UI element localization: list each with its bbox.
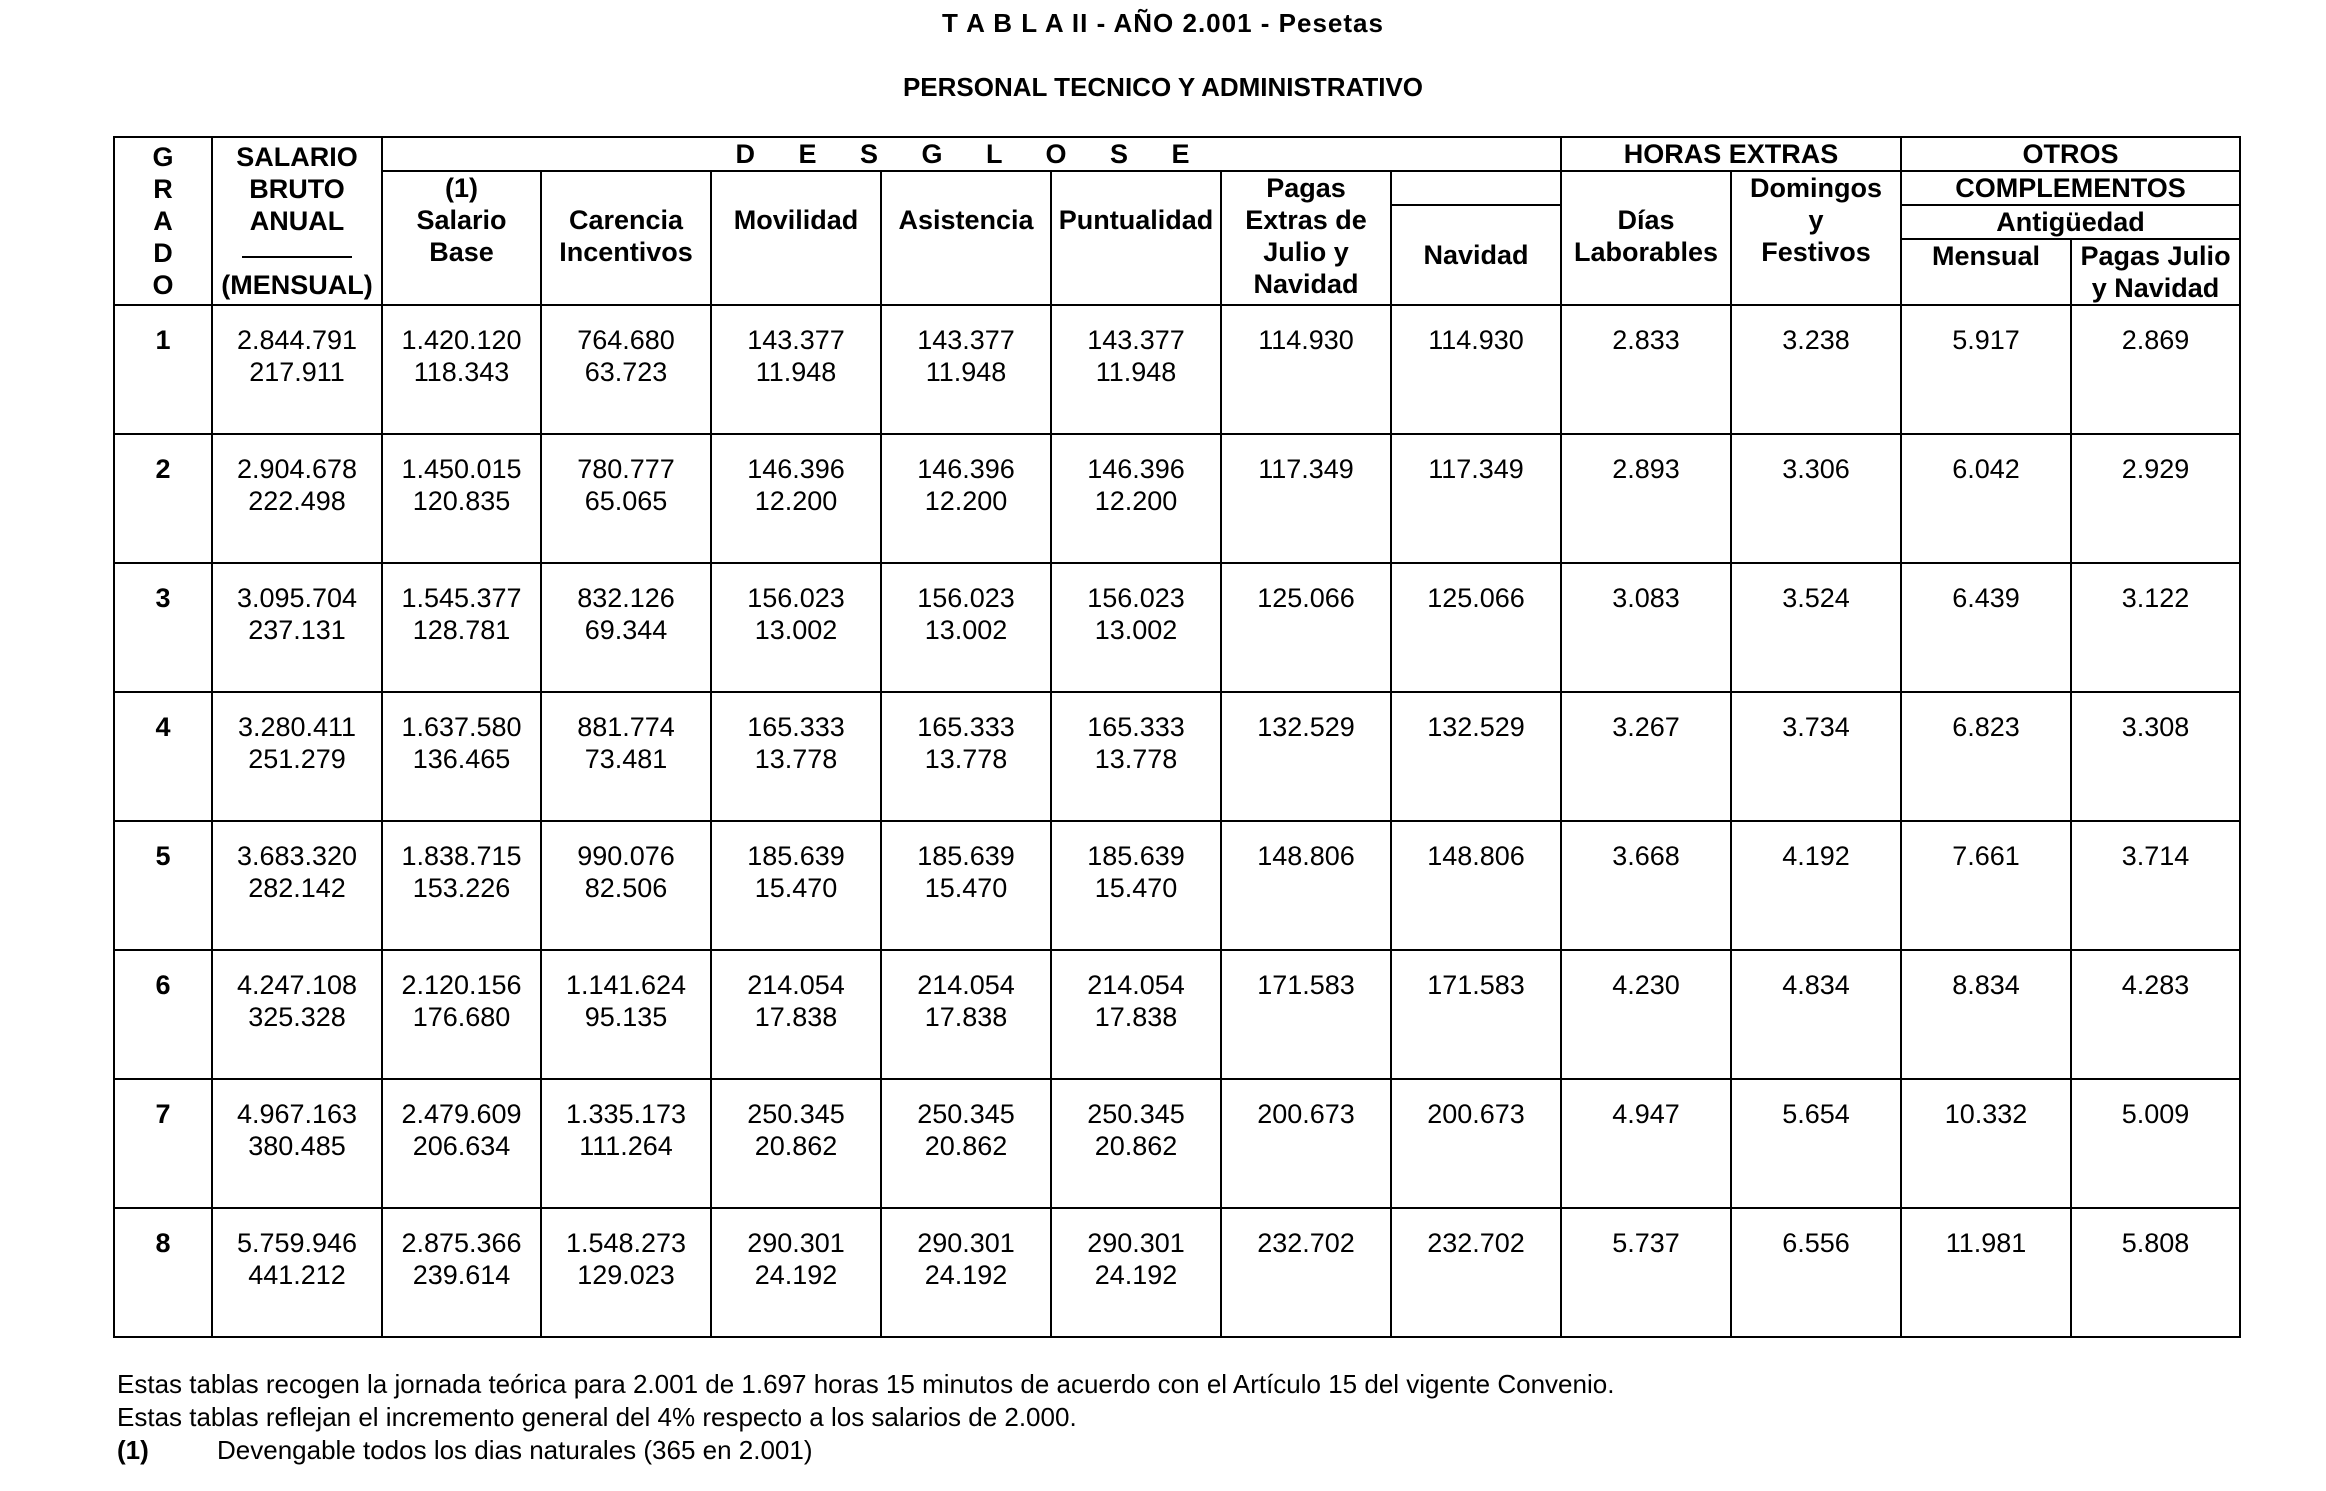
cell-puntualidad [1051,563,1221,692]
cell-bruto [212,1208,382,1337]
cell-bruto-annual: 5.759.946 [236,1228,358,1258]
cell-dias: 3.668 [1561,821,1731,950]
cell-movilidad-monthly: 11.948 [755,357,837,387]
header-horas-extras: HORAS EXTRAS [1561,137,1901,171]
cell-bruto-monthly: 251.279 [248,744,346,774]
cell-dias: 2.893 [1561,434,1731,563]
cell-bruto [212,692,382,821]
cell-asistencia [881,821,1051,950]
cell-carencia-monthly: 129.023 [577,1260,675,1290]
cell-domingos: 4.834 [1731,950,1901,1079]
cell-navidad: 125.066 [1391,563,1561,692]
cell-dias: 2.833 [1561,305,1731,434]
cell-base-monthly: 120.835 [412,486,511,516]
cell-carencia-annual: 1.548.273 [565,1228,687,1258]
cell-asistencia-annual: 250.345 [917,1099,1015,1129]
cell-navidad: 132.529 [1391,692,1561,821]
cell-ant_pagas: 3.122 [2071,563,2240,692]
cell-movilidad [711,821,881,950]
cell-bruto [212,305,382,434]
cell-bruto-monthly: 217.911 [249,357,345,387]
cell-puntualidad-monthly: 11.948 [1095,357,1177,387]
cell-movilidad-monthly: 15.470 [754,873,838,903]
table-row [114,950,2240,1079]
header-otros: OTROS [1901,137,2240,171]
footnote-text: Devengable todos los dias naturales (365 en 2.001) [217,1435,813,1465]
cell-dias: 3.083 [1561,563,1731,692]
cell-carencia [541,950,711,1079]
cell-dias: 4.947 [1561,1079,1731,1208]
header-domingos: Domingos y Festivos [1731,171,1901,305]
table-row [114,434,2240,563]
cell-pagas: 125.066 [1221,563,1391,692]
cell-bruto-monthly: 237.131 [248,615,346,645]
cell-ant_mensual: 11.981 [1901,1208,2071,1337]
cell-asistencia-annual: 143.377 [917,325,1015,355]
cell-navidad: 148.806 [1391,821,1561,950]
cell-asistencia-monthly: 15.470 [924,873,1008,903]
header-desglose: D E S G L O S E [382,137,1561,171]
cell-puntualidad-monthly: 15.470 [1094,873,1178,903]
cell-asistencia-monthly: 24.192 [924,1260,1008,1290]
header-grado: G R A D O [114,137,212,305]
cell-movilidad-monthly: 17.838 [754,1002,838,1032]
cell-navidad: 232.702 [1391,1208,1561,1337]
cell-puntualidad-annual: 250.345 [1087,1099,1185,1129]
cell-base-annual: 1.838.715 [401,841,522,871]
cell-bruto-annual: 4.967.163 [236,1099,358,1129]
cell-grado: 3 [114,563,212,692]
cell-asistencia-annual: 185.639 [917,841,1015,871]
note-line-1: Estas tablas recogen la jornada teórica para 2.001 de 1.697 horas 15 minutos de acuerdo con el Artículo 15 del vigente Convenio. [117,1369,1615,1399]
cell-puntualidad-annual: 143.377 [1087,325,1185,355]
cell-bruto-monthly: 222.498 [248,486,346,516]
cell-base [382,1079,541,1208]
cell-base-annual: 2.875.366 [401,1228,522,1258]
cell-base-monthly: 118.343 [413,357,510,387]
cell-base-monthly: 153.226 [412,873,511,903]
cell-asistencia-monthly: 17.838 [924,1002,1008,1032]
cell-carencia-annual: 780.777 [577,454,675,484]
cell-domingos: 3.238 [1731,305,1901,434]
cell-puntualidad [1051,821,1221,950]
cell-base-annual: 1.545.377 [401,583,522,613]
cell-bruto-annual: 4.247.108 [236,970,358,1000]
cell-bruto-annual: 2.904.678 [236,454,358,484]
cell-asistencia-annual: 214.054 [917,970,1015,1000]
cell-base [382,692,541,821]
cell-movilidad-monthly: 13.002 [754,615,838,645]
cell-puntualidad-monthly: 24.192 [1094,1260,1178,1290]
cell-ant_pagas: 4.283 [2071,950,2240,1079]
cell-puntualidad-monthly: 13.778 [1094,744,1178,774]
cell-movilidad [711,434,881,563]
cell-puntualidad-annual: 185.639 [1087,841,1185,871]
cell-movilidad-annual: 250.345 [747,1099,845,1129]
cell-grado: 6 [114,950,212,1079]
cell-carencia [541,563,711,692]
cell-puntualidad-annual: 146.396 [1087,454,1185,484]
cell-grado: 5 [114,821,212,950]
cell-carencia [541,821,711,950]
cell-movilidad [711,1208,881,1337]
cell-dias: 3.267 [1561,692,1731,821]
cell-movilidad [711,692,881,821]
notes [117,1368,1614,1467]
cell-movilidad-annual: 146.396 [747,454,845,484]
cell-domingos: 4.192 [1731,821,1901,950]
cell-ant_pagas: 5.808 [2071,1208,2240,1337]
cell-base-annual: 1.420.120 [401,325,522,355]
cell-bruto-monthly: 325.328 [248,1002,346,1032]
table-row [114,305,2240,434]
cell-ant_mensual: 6.823 [1901,692,2071,821]
cell-asistencia-monthly: 13.002 [924,615,1008,645]
cell-base [382,950,541,1079]
cell-ant_pagas: 3.714 [2071,821,2240,950]
header-puntualidad: Puntualidad [1051,171,1221,305]
cell-ant_pagas: 3.308 [2071,692,2240,821]
cell-puntualidad [1051,950,1221,1079]
cell-base-annual: 1.637.580 [401,712,522,742]
cell-bruto-monthly: 282.142 [248,873,346,903]
cell-asistencia-annual: 165.333 [917,712,1015,742]
header-carencia: Carencia Incentivos [541,171,711,305]
cell-carencia-monthly: 95.135 [584,1002,668,1032]
cell-bruto-annual: 2.844.791 [236,325,358,355]
cell-asistencia-monthly: 11.948 [925,357,1007,387]
table-row [114,1208,2240,1337]
cell-puntualidad-annual: 156.023 [1087,583,1185,613]
cell-asistencia [881,1079,1051,1208]
cell-movilidad-annual: 165.333 [747,712,845,742]
table-row [114,821,2240,950]
cell-puntualidad-monthly: 20.862 [1094,1131,1178,1161]
cell-dias: 4.230 [1561,950,1731,1079]
cell-bruto [212,563,382,692]
cell-puntualidad [1051,305,1221,434]
cell-carencia-monthly: 65.065 [584,486,668,516]
header-asistencia: Asistencia [881,171,1051,305]
cell-puntualidad-annual: 290.301 [1087,1228,1185,1258]
header-ant-mensual: Mensual [1901,239,2071,305]
cell-ant_mensual: 5.917 [1901,305,2071,434]
cell-domingos: 3.306 [1731,434,1901,563]
cell-base-annual: 2.120.156 [401,970,522,1000]
cell-base [382,821,541,950]
cell-asistencia [881,1208,1051,1337]
cell-pagas: 148.806 [1221,821,1391,950]
cell-base-annual: 2.479.609 [401,1099,522,1129]
cell-ant_mensual: 6.042 [1901,434,2071,563]
cell-base [382,434,541,563]
cell-movilidad-annual: 214.054 [747,970,845,1000]
cell-bruto [212,821,382,950]
cell-ant_mensual: 10.332 [1901,1079,2071,1208]
cell-base-monthly: 128.781 [412,615,511,645]
cell-ant_pagas: 2.929 [2071,434,2240,563]
cell-navidad: 117.349 [1391,434,1561,563]
cell-puntualidad [1051,692,1221,821]
cell-domingos: 6.556 [1731,1208,1901,1337]
header-mensual: (MENSUAL) [221,270,373,300]
cell-carencia-annual: 1.141.624 [565,970,687,1000]
cell-carencia [541,434,711,563]
cell-asistencia-annual: 146.396 [917,454,1015,484]
header-salario-bruto: SALARIO BRUTO ANUAL (MENSUAL) [212,137,382,305]
table-row [114,692,2240,821]
cell-asistencia [881,950,1051,1079]
cell-pagas: 200.673 [1221,1079,1391,1208]
cell-domingos: 3.734 [1731,692,1901,821]
cell-base-annual: 1.450.015 [401,454,522,484]
cell-base-monthly: 136.465 [412,744,511,774]
cell-puntualidad [1051,1208,1221,1337]
cell-base-monthly: 239.614 [412,1260,511,1290]
cell-puntualidad [1051,1079,1221,1208]
cell-carencia-monthly: 73.481 [584,744,668,774]
cell-ant_pagas: 2.869 [2071,305,2240,434]
cell-base-monthly: 206.634 [412,1131,511,1161]
cell-ant_mensual: 6.439 [1901,563,2071,692]
cell-navidad: 200.673 [1391,1079,1561,1208]
cell-bruto [212,950,382,1079]
cell-carencia [541,1208,711,1337]
cell-carencia [541,692,711,821]
cell-carencia-annual: 881.774 [577,712,675,742]
footnote [117,1434,1614,1467]
table-header [114,137,2240,305]
cell-base [382,1208,541,1337]
cell-navidad: 171.583 [1391,950,1561,1079]
cell-asistencia-annual: 156.023 [917,583,1015,613]
cell-movilidad-annual: 185.639 [747,841,845,871]
cell-grado: 2 [114,434,212,563]
cell-bruto [212,1079,382,1208]
table-row [114,1079,2240,1208]
cell-grado: 4 [114,692,212,821]
cell-movilidad-monthly: 24.192 [754,1260,838,1290]
cell-carencia-annual: 764.680 [577,325,675,355]
cell-movilidad [711,305,881,434]
cell-asistencia [881,434,1051,563]
cell-puntualidad [1051,434,1221,563]
cell-bruto-annual: 3.280.411 [237,712,357,742]
cell-grado: 1 [114,305,212,434]
cell-carencia-monthly: 82.506 [584,873,668,903]
cell-movilidad-annual: 143.377 [747,325,845,355]
header-dias-laborables: Días Laborables [1561,171,1731,305]
cell-asistencia [881,563,1051,692]
cell-pagas: 132.529 [1221,692,1391,821]
cell-puntualidad-annual: 165.333 [1087,712,1185,742]
cell-puntualidad-monthly: 13.002 [1094,615,1178,645]
cell-ant_mensual: 8.834 [1901,950,2071,1079]
cell-base-monthly: 176.680 [412,1002,511,1032]
footnote-mark: (1) [117,1435,149,1465]
cell-bruto [212,434,382,563]
cell-bruto-annual: 3.683.320 [236,841,358,871]
cell-ant_pagas: 5.009 [2071,1079,2240,1208]
cell-pagas: 114.930 [1221,305,1391,434]
cell-pagas: 232.702 [1221,1208,1391,1337]
cell-asistencia-monthly: 20.862 [924,1131,1008,1161]
cell-carencia-annual: 832.126 [577,583,675,613]
cell-puntualidad-monthly: 17.838 [1094,1002,1178,1032]
cell-navidad: 114.930 [1391,305,1561,434]
header-ant-pagas: Pagas Julio y Navidad [2071,239,2240,305]
header-pagas-extras: Pagas Extras de Julio y Navidad [1221,171,1391,305]
cell-puntualidad-monthly: 12.200 [1094,486,1178,516]
cell-grado: 8 [114,1208,212,1337]
cell-asistencia-annual: 290.301 [917,1228,1015,1258]
header-movilidad: Movilidad [711,171,881,305]
cell-movilidad-monthly: 12.200 [754,486,838,516]
cell-carencia-monthly: 63.723 [584,357,668,387]
table-subtitle: PERSONAL TECNICO Y ADMINISTRATIVO [902,72,1424,102]
cell-asistencia-monthly: 13.778 [924,744,1008,774]
header-navidad-top [1391,171,1561,205]
cell-carencia-annual: 990.076 [577,841,675,871]
cell-domingos: 3.524 [1731,563,1901,692]
salary-table [113,136,2241,1338]
cell-carencia [541,1079,711,1208]
cell-ant_mensual: 7.661 [1901,821,2071,950]
cell-movilidad [711,950,881,1079]
cell-movilidad-annual: 156.023 [747,583,845,613]
cell-base [382,563,541,692]
table-row [114,563,2240,692]
note-line-2: Estas tablas reflejan el incremento general del 4% respecto a los salarios de 2.000. [117,1402,1077,1432]
header-navidad: Navidad [1391,205,1561,305]
cell-carencia [541,305,711,434]
table-body [114,305,2240,1337]
cell-pagas: 171.583 [1221,950,1391,1079]
cell-carencia-annual: 1.335.173 [565,1099,687,1129]
cell-grado: 7 [114,1079,212,1208]
cell-asistencia [881,692,1051,821]
cell-puntualidad-annual: 214.054 [1087,970,1185,1000]
cell-bruto-monthly: 380.485 [248,1131,346,1161]
cell-movilidad [711,1079,881,1208]
header-complementos: COMPLEMENTOS [1901,171,2240,205]
cell-asistencia-monthly: 12.200 [924,486,1008,516]
cell-dias: 5.737 [1561,1208,1731,1337]
cell-base [382,305,541,434]
cell-movilidad-monthly: 13.778 [754,744,838,774]
cell-carencia-monthly: 69.344 [584,615,668,645]
cell-carencia-monthly: 111.264 [579,1131,673,1161]
header-salario-base: (1) Salario Base [382,171,541,305]
cell-movilidad-monthly: 20.862 [754,1131,838,1161]
cell-movilidad [711,563,881,692]
cell-domingos: 5.654 [1731,1079,1901,1208]
cell-bruto-monthly: 441.212 [248,1260,346,1290]
cell-bruto-annual: 3.095.704 [236,583,358,613]
cell-movilidad-annual: 290.301 [747,1228,845,1258]
cell-asistencia [881,305,1051,434]
cell-pagas: 117.349 [1221,434,1391,563]
table-title: T A B L A II - AÑO 2.001 - Pesetas [942,8,1384,38]
header-antiguedad: Antigüedad [1901,205,2240,239]
